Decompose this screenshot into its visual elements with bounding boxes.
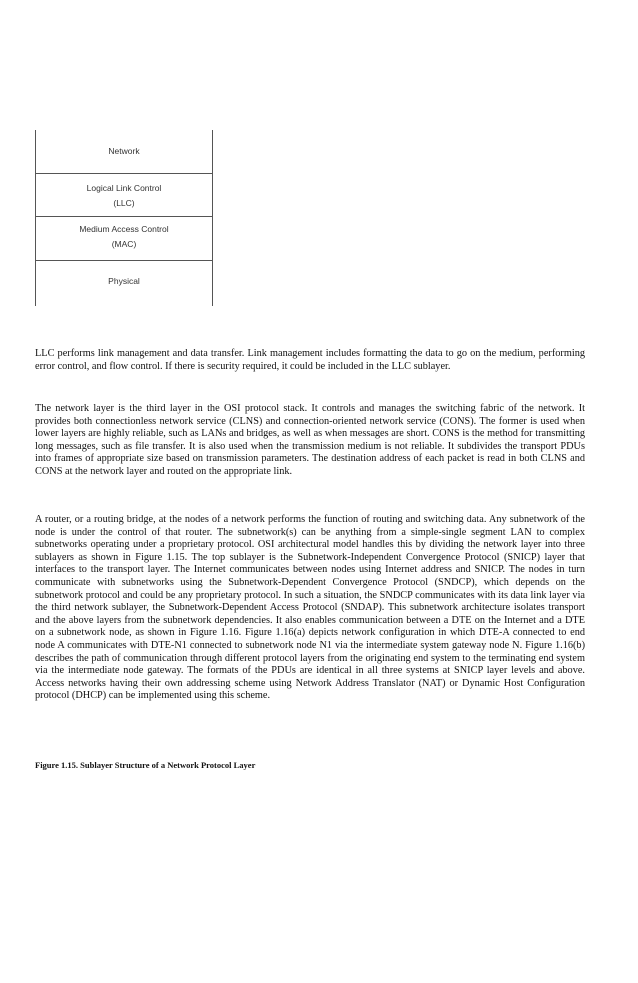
divider-2 [35,216,213,217]
layer-llc-abbrev: (LLC) [113,198,135,208]
layer-mac-abbrev: (MAC) [111,239,137,249]
paragraph-network-layer: The network layer is the third layer in the OSI protocol stack. It controls and manages the switching fabric of the network. It provides both connectionless network service (CLNS) and connection-oriented network service (CONS). The former is used when lower layers are highly reliable, such as LANs and bridges, as well as when messages are short. CONS is the method for transmitting long messages, such as file transfer. It is also used when the transmission medium is not reliable. It subdivides the transport PDUs into frames of appropriate size based on transmission parameters. The destination address of each packet is read in both CLNS and CONS at the network layer and routed on the appropriate link. [35,403,585,477]
divider-1 [35,173,213,174]
sublayer-diagram [35,130,213,306]
layer-network [35,144,213,159]
paragraph-llc: LLC performs link management and data transfer. Link management includes formatting the data to go on the medium, performing error control, and flow control. If there is security required, it could be included in the LLC sublayer. [35,348,585,372]
layer-mac [35,222,213,252]
layer-physical-label: Physical [108,276,140,286]
figure-caption: Figure 1.15. Sublayer Structure of a Network Protocol Layer [35,760,256,770]
layer-mac-label: Medium Access Control [79,224,169,234]
layer-physical [35,274,213,289]
layer-network-label: Network [108,146,140,156]
paragraph-router: A router, or a routing bridge, at the nodes of a network performs the function of routing and switching data. Any subnetwork of the node is under the control of that router. The subnetwork(s) can be anything from a simple-single segment LAN to complex subnetworks operating under a proprietary protocol. OSI architectural model handles this by dividing the network layer into three sublayers as shown in Figure 1.15. The top sublayer is the Subnetwork-Independent Convergence Protocol (SNICP) layer that interfaces to the transport layer. The Internet communicates between nodes using Internet address and SNICP. The nodes in turn communicate with subnetworks using the Subnetwork-Dependent Convergence Protocol (SNDCP), which depends on the subnetwork protocol and could be any proprietary protocol. In such a situation, the SNDCP communicates with its data link layer via the third network sublayer, the Subnetwork-Dependent Access Protocol (SNDAP). This subnetwork architecture isolates transport and the above layers from the subnetwork dependencies. It also enables communication between a DTE on the Internet and a DTE on a subnetwork node, as shown in Figure 1.16. Figure 1.16(a) depicts network configuration in which DTE-A connected to end node A communicates with DTE-N1 connected to subnetwork node N1 via the intermediate system gateway node N. Figure 1.16(b) describes the path of communication through different protocol layers from the originating end system to the terminating end system via the intermediate node gateway. The formats of the PDUs are identical in all three systems at SNICP layer levels and above. Access networks having their own addressing scheme using Network Address Translator (NAT) or Dynamic Host Configuration protocol (DHCP) can be implemented using this scheme. [35,514,585,702]
layer-llc-label: Logical Link Control [86,183,162,193]
layer-llc [35,181,213,211]
divider-3 [35,260,213,261]
